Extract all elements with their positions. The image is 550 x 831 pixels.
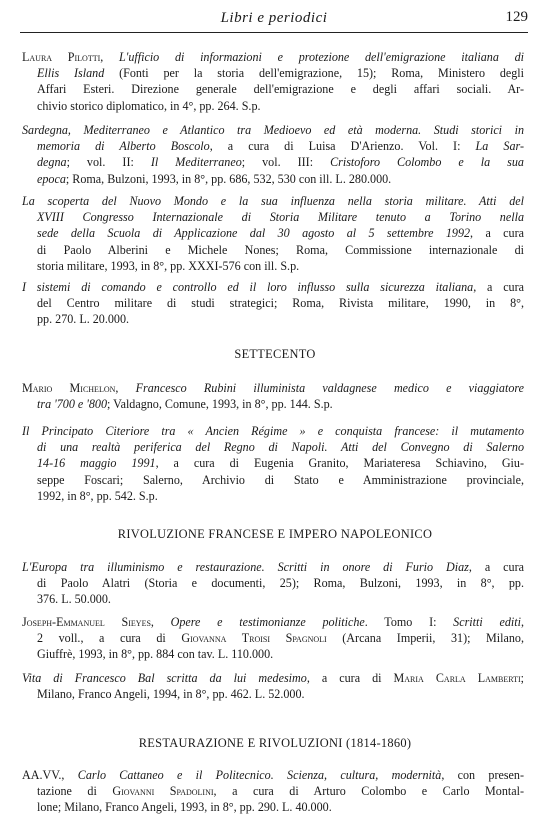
bibliography-entry xyxy=(22,559,524,608)
citation-text: ; Valdagno, Comune, 1993, in 8°, pp. 144. S.p. xyxy=(107,397,333,412)
entry-text xyxy=(22,49,524,114)
author-name: Mario Michelon xyxy=(22,381,116,395)
citation-text: , a cura di Luisa D'Arienzo. Vol. I: xyxy=(209,139,476,154)
entry-line xyxy=(22,193,524,209)
entry-line xyxy=(22,171,524,187)
citation-text: Milano, Franco Angeli, 1994, in 8°, pp. 462. L. 52.000. xyxy=(37,687,305,702)
entry-text xyxy=(22,670,524,702)
entry-text xyxy=(22,122,524,187)
italic-title: sede della Scuola di Applicazione dal 30 agosto al 5 settembre 1992 xyxy=(37,226,471,241)
entry-line xyxy=(22,686,524,702)
italic-title: Cristoforo Colombo e la sua xyxy=(330,155,524,170)
entry-line xyxy=(22,396,524,412)
entry-line xyxy=(22,591,524,607)
entry-line xyxy=(22,783,524,799)
italic-title: La scoperta del Nuovo Mondo e la sua influenza nella storia militare. Atti del xyxy=(22,194,524,208)
entry-line xyxy=(22,279,524,295)
citation-text: 1992, in 8°, pp. 542. S.p. xyxy=(37,488,158,503)
citation-text: , a cura di xyxy=(306,671,394,685)
citation-text: , xyxy=(115,381,136,395)
entry-line xyxy=(22,122,524,138)
entry-line xyxy=(22,630,524,646)
italic-title: Scritti editi xyxy=(453,615,521,629)
entry-line xyxy=(22,258,524,274)
citation-text: del Centro militare di studi strategici; Roma, Rivista militare, 1990, in 8°, xyxy=(37,296,524,311)
citation-text: , xyxy=(520,615,524,629)
citation-text: , a cura xyxy=(468,560,524,574)
citation-text: seppe Foscari; Salerno, Archivio di Stato e Amministrazione provinciale, xyxy=(37,472,524,487)
entry-line xyxy=(22,488,524,504)
citation-text: chivio storico diplomatico, in 4°, pp. 264. S.p. xyxy=(37,98,261,113)
entry-line xyxy=(22,295,524,311)
section-heading: SETTECENTO xyxy=(234,347,316,361)
citation-text: (Fonti per la storia dell'emigrazione, 15); Roma, Ministero degli xyxy=(104,66,525,81)
author-name: Giovanna Troisi Spagnoli xyxy=(181,631,327,646)
entry-line xyxy=(22,311,524,327)
italic-title: L'ufficio di informazioni e protezione dell'emigrazione italiana di xyxy=(119,50,524,64)
bibliography-entry xyxy=(22,670,524,702)
running-header xyxy=(20,6,528,33)
entry-line xyxy=(22,799,524,815)
bibliography-entry xyxy=(22,193,524,274)
citation-text: ; xyxy=(520,671,524,685)
citation-text: AA.VV., xyxy=(22,768,78,782)
citation-text: pp. 270. L. 20.000. xyxy=(37,312,130,327)
citation-text: 376. L. 50.000. xyxy=(37,592,111,607)
entry-text xyxy=(22,193,524,274)
bibliography-entry xyxy=(22,279,524,328)
citation-text: di Paolo Alatri (Storia e documenti, 25); Roma, Bulzoni, 1993, in 8°, pp. xyxy=(37,576,524,591)
italic-title: epoca xyxy=(37,171,66,186)
entry-line xyxy=(22,65,524,81)
italic-title: Il Principato Citeriore tra « Ancien Régime » e conquista francese: il mutamento xyxy=(22,424,524,438)
italic-title: tra '700 e '800 xyxy=(37,397,108,412)
author-name: Laura Pilotti xyxy=(22,50,101,64)
citation-text: , a cura xyxy=(470,226,524,241)
italic-title: Sardegna, Mediterraneo e Atlantico tra Medioevo ed età moderna. Studi storici in xyxy=(22,123,524,137)
entry-text xyxy=(22,423,524,504)
entry-line xyxy=(22,49,524,65)
entry-line xyxy=(22,646,524,662)
author-name: Giovanni Spadolini xyxy=(112,784,214,799)
entry-text xyxy=(22,279,524,328)
italic-title: 14-16 maggio 1991 xyxy=(37,456,156,471)
entry-line xyxy=(22,423,524,439)
italic-title: degna xyxy=(37,155,67,170)
citation-text: , xyxy=(100,50,120,64)
italic-title: Il Mediterraneo xyxy=(150,155,242,170)
entry-line xyxy=(22,225,524,241)
citation-text: . Tomo I: xyxy=(364,615,454,629)
italic-title: Ellis Island xyxy=(37,66,105,81)
italic-title: di una realtà periferica del Regno di Napoli. Atti del Convegno di Salerno xyxy=(37,440,524,455)
citation-text: di Paolo Alberini e Michele Nones; Roma, Commissione internazionale di xyxy=(37,242,524,257)
citation-text: (Arcana Imperii, 31); Milano, xyxy=(326,631,524,646)
entry-line xyxy=(22,154,524,170)
italic-title: Vita di Francesco Bal scritta da lui medesimo xyxy=(22,671,307,685)
citation-text: tazione di xyxy=(37,784,113,799)
italic-title: XVIII Congresso Internazionale di Storia Militare tenuto a Torino nella xyxy=(37,210,524,225)
italic-title: I sistemi di comando e controllo ed il loro influsso sulla sicurezza italiana xyxy=(22,280,474,294)
citation-text: ; vol. II: xyxy=(66,155,151,170)
bibliography-entry xyxy=(22,380,524,412)
entry-line xyxy=(22,614,524,630)
citation-text: storia militare, 1993, in 8°, pp. XXXI-576 con ill. S.p. xyxy=(37,258,300,273)
citation-text: , con presen- xyxy=(441,768,525,782)
entry-line xyxy=(22,242,524,258)
entry-line xyxy=(22,138,524,154)
entry-text xyxy=(22,614,524,663)
citation-text: , a cura xyxy=(473,280,525,294)
bibliography-entry xyxy=(22,614,524,663)
italic-title: La Sar- xyxy=(475,139,524,154)
entry-line xyxy=(22,380,524,396)
entry-line xyxy=(22,439,524,455)
running-title: Libri e periodici xyxy=(220,10,328,26)
entry-line xyxy=(22,98,524,114)
entry-line xyxy=(22,559,524,575)
entry-text xyxy=(22,559,524,608)
citation-text: Giuffrè, 1993, in 8°, pp. 884 con tav. L. 110.000. xyxy=(37,647,274,662)
bibliography-entry xyxy=(22,767,524,816)
entry-line xyxy=(22,81,524,97)
section-heading: RESTAURAZIONE E RIVOLUZIONI (1814-1860) xyxy=(138,736,412,750)
entry-line xyxy=(22,455,524,471)
citation-text: 2 voll., a cura di xyxy=(37,631,182,646)
author-name: Maria Carla Lamberti xyxy=(393,671,521,685)
bibliography-entry xyxy=(22,423,524,504)
italic-title: Francesco Rubini illuminista valdagnese medico e viaggiatore xyxy=(135,381,524,395)
citation-text: , a cura di Eugenia Granito, Mariateresa Schiavino, Giu- xyxy=(155,456,524,471)
citation-text: ; vol. III: xyxy=(241,155,331,170)
page-number: 129 xyxy=(505,9,528,25)
entry-text xyxy=(22,767,524,816)
citation-text: Affari Esteri. Direzione generale dell'emigrazione e degli affari sociali. Ar- xyxy=(37,82,524,97)
italic-title: Carlo Cattaneo e il Politecnico. Scienza, cultura, modernità xyxy=(77,768,442,782)
bibliography-entry xyxy=(22,49,524,114)
entry-text xyxy=(22,380,524,412)
entry-line xyxy=(22,209,524,225)
entry-line xyxy=(22,767,524,783)
entry-line xyxy=(22,575,524,591)
citation-text: , a cura di Arturo Colombo e Carlo Montal- xyxy=(213,784,524,799)
author-name: Joseph-Emmanuel Sieyes xyxy=(22,615,151,629)
section-heading: RIVOLUZIONE FRANCESE E IMPERO NAPOLEONICO xyxy=(117,527,433,541)
italic-title: Opere e testimonianze politiche xyxy=(170,615,365,629)
bibliography-entry xyxy=(22,122,524,187)
italic-title: L'Europa tra illuminismo e restaurazione. Scritti in onore di Furio Diaz xyxy=(22,560,469,574)
entry-line xyxy=(22,670,524,686)
citation-text: lone; Milano, Franco Angeli, 1993, in 8°, pp. 290. L. 40.000. xyxy=(37,800,332,815)
citation-text: , xyxy=(150,615,171,629)
entry-line xyxy=(22,472,524,488)
citation-text: ; Roma, Bulzoni, 1993, in 8°, pp. 686, 532, 530 con ill. L. 280.000. xyxy=(65,171,392,186)
italic-title: memoria di Alberto Boscolo xyxy=(37,139,210,154)
